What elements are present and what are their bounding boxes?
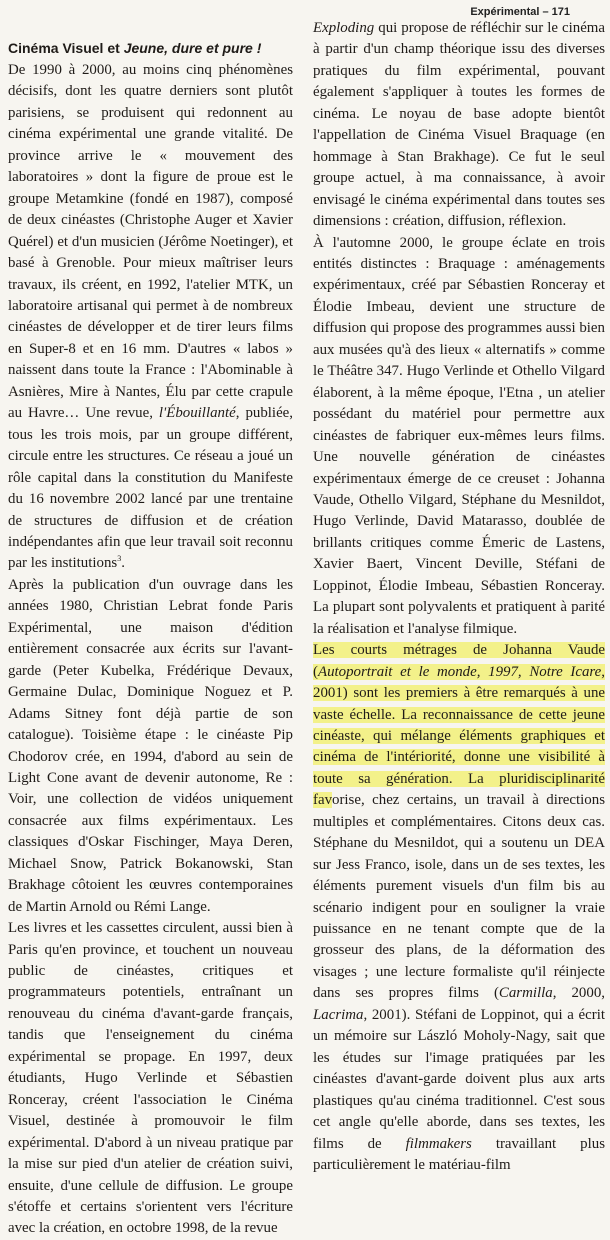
film-title: Lacrima bbox=[313, 1006, 364, 1023]
right-column bbox=[313, 18, 605, 1176]
paragraph-text: , 2001). Stéfani de Loppinot, qui a écrit un mémoire sur László Moholy-Nagy, sait que les études sur l'image pratiquées par les cinéastes d'avant-garde doivent plus aux arts plastiques qu'au cinéma traditionnel. C'est sous cet angle qu'elle aborde, dans ses textes, les films de bbox=[313, 1006, 605, 1152]
paragraph-text: . bbox=[121, 555, 125, 572]
running-head: Expérimental – 171 bbox=[470, 6, 570, 18]
paragraph-4 bbox=[313, 18, 605, 233]
section-title-main: Cinéma Visuel et bbox=[8, 40, 124, 56]
paragraph-text: orise, chez certains, un travail à directions multiples et complémentaires. Citons deux cas. Stéphane du Mesnildot, qui a soutenu un DEA sur Jess Franco, isole, dans un de ses textes, les éléments purement visuels d'un film bis au scénario indigent pour en souligner la vraie puissance en ne tenant compte que de la grosseur des plans, de la déformation des visages ; une lecture formaliste qu'il réinjecte dans ses propres films ( bbox=[313, 792, 605, 1002]
film-title: Autoportrait et le monde bbox=[317, 663, 477, 680]
left-column bbox=[8, 38, 293, 1240]
paragraph-5: À l'automne 2000, le groupe éclate en trois entités distinctes : Braquage : aménagements expérimentaux, créé par Sébastien Ronceray et Élodie Imbeau, devient une structure de diffusion qui propose des programmes aussi bien aux musées qu'à des lieux « alternatifs » comme le Théâtre 347. Hugo Verlinde et Othello Vilgard élaborent, à la même époque, l'Etna , un atelier possédant du matériel pour permettre aux cinéastes de fabriquer eux-mêmes leurs films. Une nouvelle génération de cinéastes expérimentaux émerge de ce creuset : Johanna Vaude, Othello Vilgard, Stéphane du Mesnildot, Hugo Verlinde, David Matarasso, doublée de brillants critiques comme Émeric de Lastens, Xavier Baert, Vincent Deville, Stéfani de Loppinot, Élodie Imbeau, Sébastien Ronceray. La plupart sont polyvalents et pratiquent à parité la réalisation et l'analyse filmique. bbox=[313, 234, 605, 637]
section-title-italic: Jeune, dure et pure ! bbox=[123, 40, 262, 56]
paragraph-text: , 2001) sont les premiers à être remarqués à une vaste échelle. La reconnaissance de cette jeune cinéaste, qui mélange éléments graphiques et cinéma de l'intériorité, donne une visibilité à toute sa génération. La pluridisciplinarité fav bbox=[313, 663, 606, 809]
italic-term: filmmakers bbox=[405, 1135, 472, 1152]
paragraph-text: , 2000, bbox=[552, 985, 605, 1002]
paragraph-text: Les courts métrages de Johanna Vaude ( bbox=[313, 642, 605, 680]
paragraph-2: Après la publication d'un ouvrage dans les années 1980, Christian Lebrat fonde Paris Expérimental, une maison d'édition entièrement consacrée aux écrits sur l'avant-garde (Peter Kubelka, Frédérique Devaux, Germaine Dulac, Dominique Noguez et P. Adams Sitney font déjà partie de son catalogue). Toisième étape : le cinéaste Pip Chodorov crée, en 1994, d'abord au sein de Light Cone avant de devenir autonome, Re : Voir, une collection de vidéos uniquement consacrée aux films expérimentaux. Les classiques d'Oskar Fischinger, Maya Deren, Michael Snow, Patrick Bokanowski, Stan Brakhage côtoient les œuvres contemporaines de Martin Arnold ou Rémi Lange. bbox=[8, 576, 293, 915]
paragraph-text: qui propose de réfléchir sur le cinéma à partir d'un champ théorique issu des diverses pratiques du film expérimental, pouvant également s'appliquer à toutes les formes de cinéma. Le noyau de base adopte bientôt l'appellation de Cinéma Visuel Braquage (en hommage à Stan Brakhage). Ce fut le seul groupe actuel, à ma connaissance, à avoir envisagé le cinéma expérimental dans toutes ses dimensions : création, diffusion, réflexion. bbox=[313, 20, 605, 230]
section-title bbox=[8, 38, 293, 58]
journal-title: Exploding bbox=[313, 20, 375, 36]
film-title: Carmilla bbox=[498, 985, 553, 1002]
highlighted-passage bbox=[313, 642, 605, 808]
footnote-marker: 3 bbox=[117, 554, 122, 564]
film-title: Notre Icare bbox=[529, 663, 602, 680]
paragraph-6 bbox=[313, 640, 605, 1176]
paragraph-text: , publiée, tous les trois mois, par un groupe différent, circule entre les structures. Ce réseau a joué un rôle capital dans la constitution du Manifeste du 16 novembre 2002 lancé par une trentaine de structures de diffusion et de création indépendantes afin que leur travail soit reconnu par les institutions bbox=[8, 405, 294, 572]
paragraph-1 bbox=[8, 60, 293, 575]
journal-title: l'Ébouillanté bbox=[158, 405, 236, 422]
paragraph-text: De 1990 à 2000, au moins cinq phénomènes décisifs, dont les quatre derniers sont plutôt parisiens, se produisent qui redonnent au cinéma expérimental une grande vitalité. De province arrive le « mouvement des laboratoires » dont la figure de proue est le groupe Metamkine (fondé en 1987), composé de deux cinéastes (Christophe Auger et Xavier Quérel) et d'un musicien (Jérôme Noetinger), et basé à Grenoble. Pour mieux maîtriser leurs travaux, ils créent, en 1992, l'atelier MTK, un laboratoire artisanal qui permet à de nombreux cinéastes de développer et de tirer leurs films en Super-8 et en 16 mm. D'autres « labos » naissent dans toute la France : l'Abominable à Asnières, Mire à Nantes, Élu par cette crapule au Havre… Une revue, bbox=[8, 62, 293, 422]
paragraph-text: travaillant plus particulièrement le matériau-film bbox=[313, 1135, 605, 1174]
paragraph-3: Les livres et les cassettes circulent, aussi bien à Paris qu'en province, et touchent un nouveau public de cinéastes, critiques et programmateurs potentiels, entraînant un renouveau du cinéma d'avant-garde français, tandis que l'enseignement du cinéma expérimental se propage. En 1997, deux étudiants, Hugo Verlinde et Sébastien Ronceray, créent l'association le Cinéma Visuel, destinée à promouvoir le film expérimental. D'abord à un niveau pratique par la mise sur pied d'un atelier de création suivi, ensuite, d'une cellule de diffusion. Le groupe s'étoffe et certains s'orientent vers l'écriture avec la création, en octobre 1998, de la revue bbox=[8, 920, 293, 1237]
paragraph-text: , 1997, bbox=[476, 663, 530, 680]
